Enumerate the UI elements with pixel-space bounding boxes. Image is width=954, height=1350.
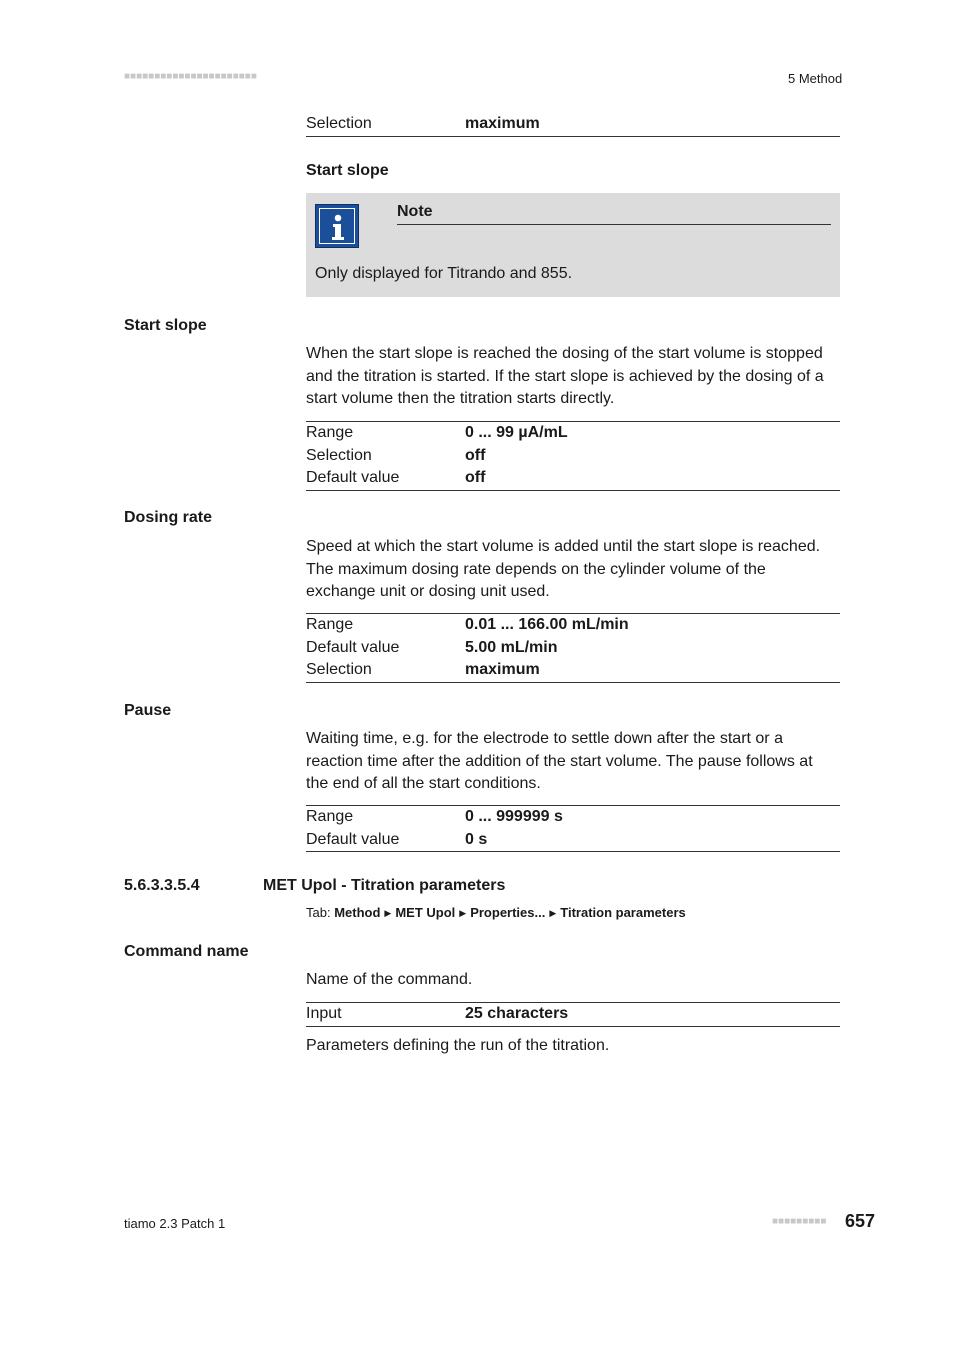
breadcrumb-item: Properties...	[470, 905, 546, 920]
chapter-title: 5 Method	[788, 71, 843, 86]
table-row: Selection maximum	[306, 661, 540, 678]
table-row: Default value 0 s	[306, 830, 488, 848]
footer-product: tiamo 2.3 Patch 1	[124, 1216, 226, 1231]
tab-breadcrumb: Tab: Method ▶ MET Upol ▶ Properties... ▶ Titration parameters	[306, 905, 686, 920]
dosing-rate-description: Speed at which the start volume is added until the start slope is reached. The maximum dosing rate depends on the cylinder volume of the exchange unit or dosing unit used.	[306, 538, 821, 600]
breadcrumb-item: Titration parameters	[560, 905, 686, 920]
dosing-rate-table	[306, 613, 840, 683]
pause-table	[306, 805, 840, 852]
table-row: Input 25 characters	[306, 1005, 569, 1022]
command-name-label: Command name	[124, 943, 249, 960]
triangle-right-icon: ▶	[549, 908, 557, 918]
closing-text: Parameters defining the run of the titration.	[306, 1037, 610, 1054]
table-row: Range 0 ... 99 µA/mL	[306, 424, 568, 441]
start-slope-table	[306, 421, 840, 491]
section-number: 5.6.3.3.5.4	[124, 877, 200, 894]
start-slope-label: Start slope	[124, 317, 207, 334]
triangle-right-icon: ▶	[459, 908, 467, 918]
note-text: Only displayed for Titrando and 855.	[315, 265, 573, 282]
note-divider	[397, 224, 831, 225]
table-row: Default value off	[306, 469, 486, 486]
table-row: Selection maximum	[306, 115, 540, 132]
start-slope-description: When the start slope is reached the dosing of the start volume is stopped and the titration is started. If the start slope is achieved by the dosing of a start volume then the titration starts directly.	[306, 345, 824, 407]
command-name-table	[306, 1002, 840, 1027]
note-title: Note	[397, 203, 433, 220]
start-slope-subheading: Start slope	[306, 162, 389, 179]
info-icon	[315, 204, 359, 248]
table-row: Range 0 ... 999999 s	[306, 808, 563, 825]
dosing-rate-label: Dosing rate	[124, 509, 213, 526]
page-number: 657	[845, 1211, 876, 1231]
top-parameter-table	[306, 113, 840, 137]
note-box	[306, 193, 840, 297]
pause-label: Pause	[124, 702, 172, 719]
footer-decoration: ■■■■■■■■■	[772, 1216, 827, 1227]
table-row: Default value 5.00 mL/min	[306, 638, 558, 656]
section-title: MET Upol - Titration parameters	[263, 877, 506, 894]
table-row: Range 0.01 ... 166.00 mL/min	[306, 616, 629, 633]
table-row: Selection off	[306, 446, 486, 464]
triangle-right-icon: ▶	[384, 908, 392, 918]
header-decoration: ■■■■■■■■■■■■■■■■■■■■■■	[124, 71, 257, 82]
breadcrumb-item: MET Upol	[395, 905, 456, 920]
breadcrumb-item: Method	[334, 905, 381, 920]
command-name-description: Name of the command.	[306, 971, 473, 988]
pause-description: Waiting time, e.g. for the electrode to settle down after the start or a reaction time after the addition of the start volume. The pause follows at the end of all the start conditions.	[306, 730, 813, 792]
